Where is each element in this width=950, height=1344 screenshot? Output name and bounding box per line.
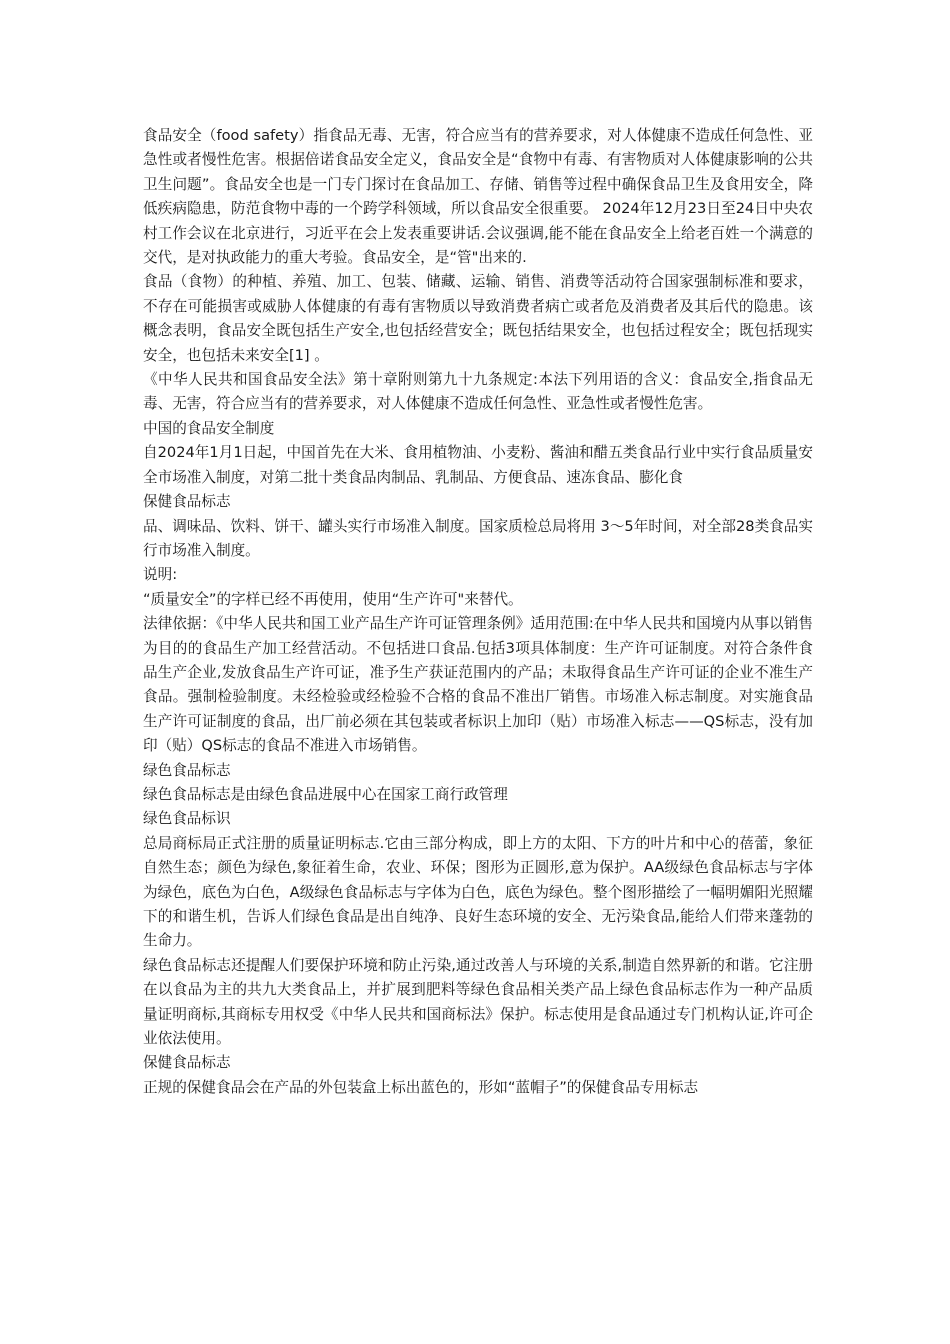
paragraph-food-safety-scope: 食品（食物）的种植、养殖、加工、包装、储藏、运输、销售、消费等活动符合国家强制标准和要求，不存在可能损害或威胁人体健康的有毒有害物质以导致消费者病亡或者危及消费者及其后代的隐患。该概念表明，食品安全既包括生产安全,也包括经营安全；既包括结果安全，也包括过程安全；既包括现实安全，也包括未来安全[1] 。 [143,273,813,364]
paragraph-note-label: 说明: [143,566,178,584]
paragraph-blue-hat-mark: 正规的保健食品会在产品的外包装盒上标出蓝色的，形如“蓝帽子”的保健食品专用标志 [143,1078,699,1096]
paragraph-note-content: “质量安全”的字样已经不再使用，使用“生产许可"来替代。 [143,590,523,608]
document-body [143,124,813,1100]
paragraph-food-safety-law: 《中华人民共和国食品安全法》第十章附则第九十九条规定:本法下列用语的含义：食品安全,指食品无毒、无害，符合应当有的营养要求，对人体健康不造成任何急性、亚急性或者慢性危害。 [143,371,813,413]
paragraph-market-access-system: 自2024年1月1日起，中国首先在大米、食用植物油、小麦粉、酱油和醋五类食品行业中实行食品质量安全市场准入制度，对第二批十类食品肉制品、乳制品、方便食品、速冻食品、膨化食 [143,444,813,486]
heading-health-food-mark-1: 保健食品标志 [143,493,231,511]
paragraph-food-safety-definition: 食品安全（food safety）指食品无毒、无害，符合应当有的营养要求，对人体健康不造成任何急性、亚急性或者慢性危害。根据倍诺食品安全定义，食品安全是“食物中有毒、有害物质对人体健康影响的公共卫生问题”。食品安全也是一门专门探讨在食品加工、存储、销售等过程中确保食品卫生及食用安全，降低疾病隐患，防范食物中毒的一个跨学科领域，所以食品安全很重要。 2024年12月23日至24日中央农村工作会议在北京进行，习近平在会上发表重要讲话.会议强调,能不能在食品安全上给老百姓一个满意的交代，是对执政能力的重大考验。食品安全，是“管"出来的. [143,127,813,267]
paragraph-green-food-origin: 绿色食品标志是由绿色食品进展中心在国家工商行政管理 [143,785,508,803]
paragraph-green-food-description: 总局商标局正式注册的质量证明标志.它由三部分构成，即上方的太阳、下方的叶片和中心的蓓蕾，象征自然生态；颜色为绿色,象征着生命，农业、环保；图形为正圆形,意为保护。AA级绿色食品标志与字体为绿色，底色为白色，A级绿色食品标志与字体为白色，底色为绿色。整个图形描绘了一幅明媚阳光照耀下的和谐生机，告诉人们绿色食品是出自纯净、良好生态环境的安全、无污染食品,能给人们带来蓬勃的生命力。 [143,834,813,950]
paragraph-market-access-continued: 品、调味品、饮料、饼干、罐头实行市场准入制度。国家质检总局将用 3～5年时间，对全部28类食品实行市场准入制度。 [143,517,813,559]
heading-china-food-safety-system: 中国的食品安全制度 [143,419,275,437]
heading-health-food-mark-2: 保健食品标志 [143,1054,231,1072]
heading-green-food-mark: 绿色食品标志 [143,761,231,779]
paragraph-green-food-purpose: 绿色食品标志还提醒人们要保护环境和防止污染,通过改善人与环境的关系,制造自然界新的和谐。它注册在以食品为主的共九大类食品上，并扩展到肥料等绿色食品相关类产品上绿色食品标志作为一种产品质量证明商标,其商标专用权受《中华人民共和国商标法》保护。标志使用是食品通过专门机构认证,许可企业依法使用。 [143,956,813,1048]
paragraph-legal-basis: 法律依据：《中华人民共和国工业产品生产许可证管理条例》适用范围:在中华人民共和国境内从事以销售为目的的食品生产加工经营活动。不包括进口食品.包括3项具体制度：生产许可证制度。对符合条件食品生产企业,发放食品生产许可证，准予生产获证范围内的产品；未取得食品生产许可证的企业不准生产食品。强制检验制度。未经检验或经检验不合格的食品不准出厂销售。市场准入标志制度。对实施食品生产许可证制度的食品，出厂前必须在其包装或者标识上加印（贴）市场准入标志——QS标志，没有加印（贴）QS标志的食品不准进入市场销售。 [143,615,813,755]
heading-green-food-label: 绿色食品标识 [143,810,231,828]
